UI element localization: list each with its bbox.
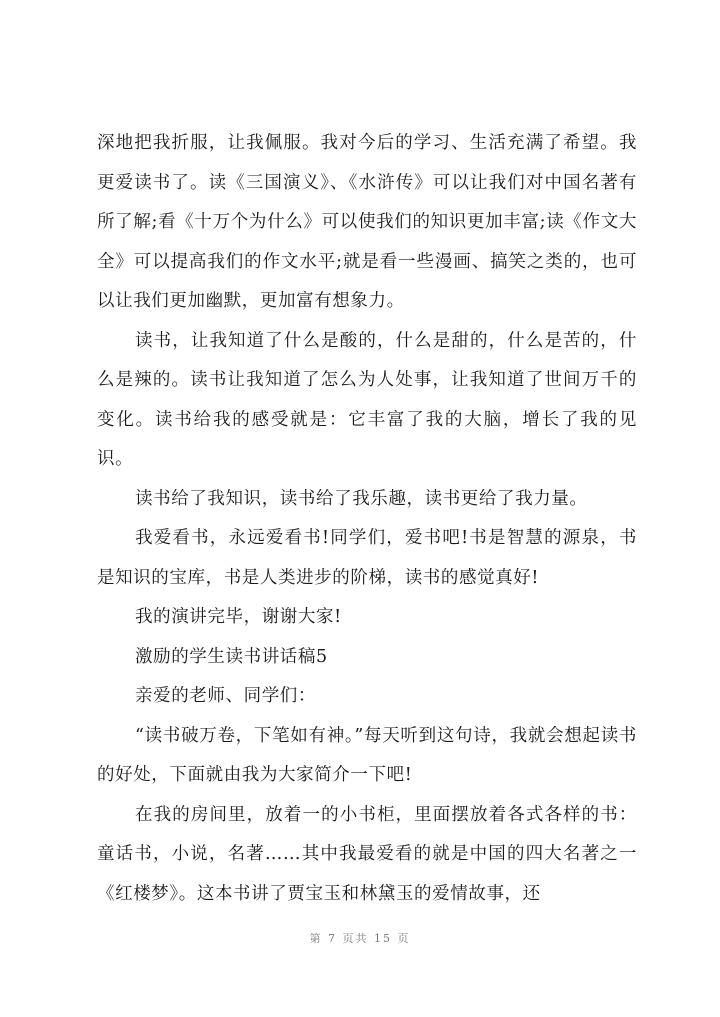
- paragraph-8: “读书破万卷，下笔如有神。”每天听到这句诗，我就会想起读书的好处，下面就由我为大家简介一下吧!: [97, 725, 637, 785]
- body-text: [97, 124, 637, 914]
- page-number-footer: 第 7 页共 15 页: [309, 932, 411, 945]
- paragraph-2: 读书，让我知道了什么是酸的，什么是甜的，什么是苦的，什么是辣的。读书让我知道了怎么为人处事，让我知道了世间万千的变化。读书给我的感受就是：它丰富了我的大脑，增长了我的见识。: [97, 330, 637, 469]
- paragraph-1: 深地把我折服，让我佩服。我对今后的学习、生活充满了希望。我更爱读书了。读《三国演义》、《水浒传》可以让我们对中国名著有所了解;看《十万个为什么》可以使我们的知识更加丰富;读《作文大全》可以提高我们的作文水平;就是看一些漫画、搞笑之类的，也可以让我们更加幽默，更加富有想象力。: [97, 133, 637, 311]
- paragraph-5: 我的演讲完毕，谢谢大家!: [135, 607, 342, 627]
- salutation: 亲爱的老师、同学们：: [135, 686, 316, 706]
- section-heading: 激励的学生读书讲话稿5: [135, 646, 328, 667]
- paragraph-9: 在我的房间里，放着一的小书柜，里面摆放着各式各样的书：童话书，小说，名著……其中我最爱看的就是中国的四大名著之一《红楼梦》。这本书讲了贾宝玉和林黛玉的爱情故事，还: [97, 804, 637, 904]
- paragraph-4: 我爱看书，永远爱看书!同学们，爱书吧!书是智慧的源泉，书是知识的宝库，书是人类进步的阶梯，读书的感觉真好!: [97, 528, 637, 588]
- paragraph-3: 读书给了我知识，读书给了我乐趣，读书更给了我力量。: [135, 488, 588, 509]
